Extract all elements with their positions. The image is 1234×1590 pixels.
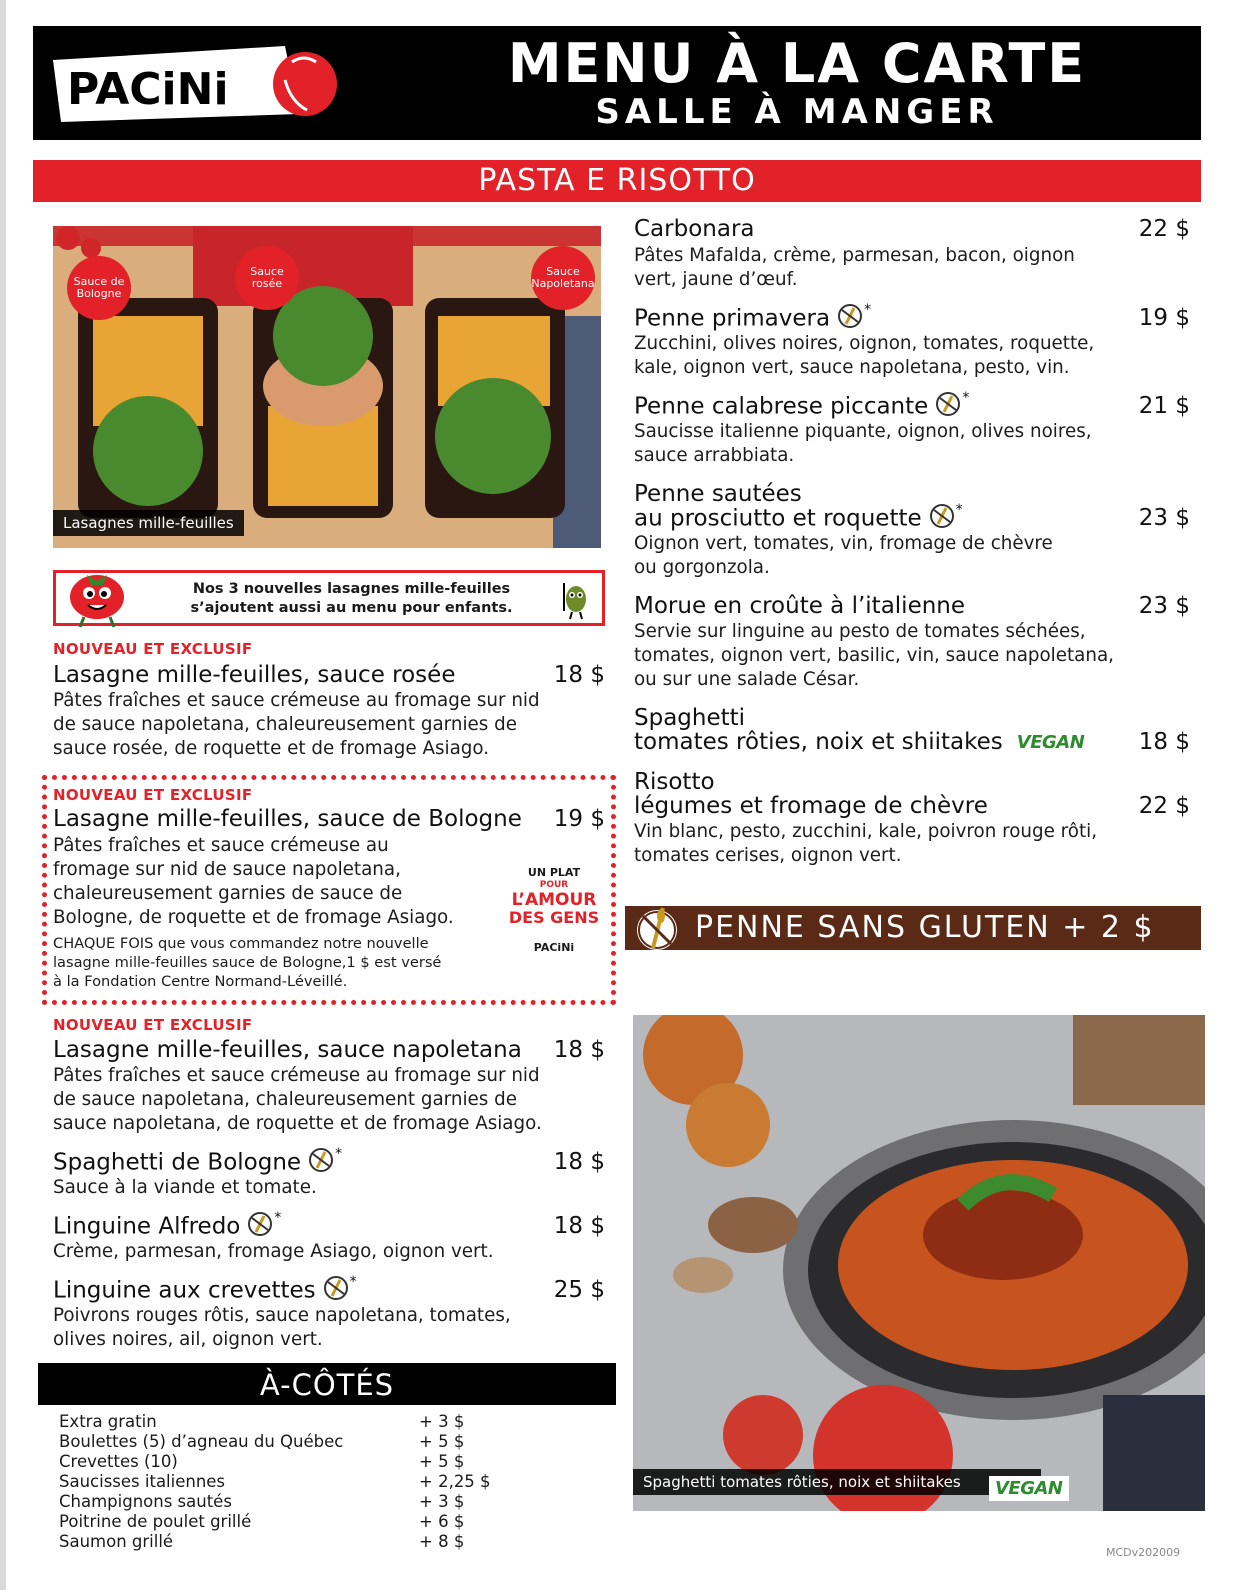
item-name-text: Penne calabrese piccante: [634, 393, 929, 420]
item-name-text: Penne primavera: [634, 305, 831, 332]
side-item-name: Saumon grillé: [59, 1532, 174, 1551]
side-item-name: Saucisses italiennes: [59, 1472, 226, 1491]
side-item-name: Poitrine de poulet grillé: [59, 1512, 252, 1531]
gluten-free-star: *: [274, 1209, 282, 1226]
lasagna-caption: Lasagnes mille-feuilles: [53, 510, 244, 536]
item-desc-line: Servie sur linguine au pesto de tomates séchées,: [634, 621, 1086, 642]
amour-line: L’AMOUR: [511, 890, 597, 910]
item-name-carbonara: Carbonara: [634, 216, 755, 242]
item-name-spaghetti-tomates: Spaghetti: [634, 705, 746, 731]
item-name-spaghetti-tomates-line2: [634, 729, 1084, 756]
item-tag: NOUVEAU ET EXCLUSIF: [53, 640, 253, 658]
item-desc-line: olives noires, ail, oignon vert.: [53, 1329, 323, 1350]
item-name-text: Spaghetti de Bologne: [53, 1149, 302, 1176]
lasagna-photo: [53, 226, 601, 548]
item-price: 22 $: [1138, 216, 1190, 242]
kids-menu-notice-text: Nos 3 nouvelles lasagnes mille-feuilles s’ajoutent aussi au menu pour enfants.: [190, 581, 513, 616]
side-item: [59, 1492, 499, 1512]
item-name-penne-primavera: [634, 301, 872, 336]
spaghetti-photo: [633, 1015, 1205, 1511]
side-item: [59, 1532, 499, 1552]
gluten-free-star: *: [955, 501, 963, 518]
gluten-free-star: *: [349, 1273, 357, 1290]
section-title-pasta: PASTA E RISOTTO: [33, 160, 1201, 202]
gluten-free-star: *: [962, 389, 970, 406]
side-item-name: Champignons sautés: [59, 1492, 232, 1511]
amour-line: DES GENS: [508, 908, 600, 927]
item-price: 21 $: [1138, 393, 1190, 419]
item-desc-line: ou gorgonzola.: [634, 557, 770, 578]
side-item: [59, 1432, 499, 1452]
item-desc-line: tomates cerises, oignon vert.: [634, 845, 902, 866]
kids-menu-notice: [53, 570, 605, 626]
item-price: 18 $: [553, 1037, 605, 1063]
item-desc-line: Crème, parmesan, fromage Asiago, oignon vert.: [53, 1241, 494, 1262]
logo-text: PACiNi: [67, 64, 229, 115]
vegan-badge-box: [989, 1476, 1069, 1501]
gluten-free-icon: [934, 390, 962, 418]
amour-line: POUR: [539, 880, 569, 890]
amour-line: UN PLAT: [527, 866, 581, 879]
gluten-free-band-text: PENNE SANS GLUTEN + 2 $: [695, 910, 1155, 945]
badge-sauce-rosee: Sauce rosée: [235, 246, 299, 310]
side-item-price: + 6 $: [419, 1512, 465, 1531]
item-desc-line: de sauce napoletana, chaleureusement garnies de: [53, 1089, 517, 1110]
gluten-free-icon: [928, 502, 956, 530]
item-desc-line: Vin blanc, pesto, zucchini, kale, poivron rouge rôti,: [634, 821, 1098, 842]
item-desc-line: fromage sur nid de sauce napoletana,: [53, 859, 401, 880]
badge-sauce-napoletana: Sauce Napoletana: [531, 246, 595, 310]
spaghetti-illustration: [633, 1015, 1205, 1511]
olive-mascot-icon: [558, 577, 592, 621]
left-edge-bar: [0, 0, 6, 1590]
item-desc-line: Oignon vert, tomates, vin, fromage de chèvre: [634, 533, 1053, 554]
section-title-cotes: À-CÔTÉS: [38, 1363, 616, 1405]
gluten-free-star: *: [864, 301, 872, 318]
item-desc-line: Poivrons rouges rôtis, sauce napoletana, tomates,: [53, 1305, 511, 1326]
header-banner: [33, 26, 1201, 140]
item-desc-line: sauce arrabbiata.: [634, 445, 795, 466]
item-name-penne-sautees-line2: [634, 501, 963, 536]
item-desc-line: sauce napoletana, de roquette et de fromage Asiago.: [53, 1113, 542, 1134]
item-price: 18 $: [553, 662, 605, 688]
item-tag: NOUVEAU ET EXCLUSIF: [53, 1016, 253, 1034]
item-desc-line: de sauce napoletana, chaleureusement garnies de: [53, 714, 517, 735]
charity-note-line: à la Fondation Centre Normand-Léveillé.: [53, 973, 348, 990]
item-price: 25 $: [553, 1277, 605, 1303]
gluten-free-band: [625, 906, 1201, 950]
item-desc-line: chaleureusement garnies de sauce de: [53, 883, 403, 904]
item-name-text: tomates rôties, noix et shiitakes: [634, 729, 1003, 755]
side-item-name: Boulettes (5) d’agneau du Québec: [59, 1432, 344, 1451]
gluten-free-icon: [836, 302, 864, 330]
side-item-price: + 5 $: [419, 1432, 465, 1451]
amour-line: PACiNi: [533, 941, 575, 954]
item-desc-line: sauce rosée, de roquette et de fromage Asiago.: [53, 738, 490, 759]
item-desc-line: Sauce à la viande et tomate.: [53, 1177, 317, 1198]
side-item-price: + 3 $: [419, 1492, 465, 1511]
item-desc-line: Pâtes fraîches et sauce crémeuse au fromage sur nid: [53, 690, 540, 711]
menu-title: MENU À LA CARTE: [507, 32, 1087, 95]
side-item: [59, 1472, 499, 1492]
vegan-badge: VEGAN: [1016, 732, 1085, 753]
tomato-mascot-icon: [62, 561, 132, 631]
gluten-free-icon: [246, 1210, 274, 1238]
item-desc-line: Saucisse italienne piquante, oignon, olives noires,: [634, 421, 1092, 442]
item-desc-line: Pâtes fraîches et sauce crémeuse au: [53, 835, 389, 856]
item-desc-line: Zucchini, olives noires, oignon, tomates, roquette,: [634, 333, 1095, 354]
pacini-logo: [49, 42, 339, 126]
item-name-linguine-crevettes: [53, 1273, 357, 1308]
gluten-free-icon: [322, 1274, 350, 1302]
side-item: [59, 1512, 499, 1532]
side-item-price: + 2,25 $: [419, 1472, 491, 1491]
vegan-badge: VEGAN: [995, 1478, 1063, 1499]
side-item: [59, 1412, 499, 1432]
item-tag: NOUVEAU ET EXCLUSIF: [53, 786, 253, 804]
badge-sauce-bologne: Sauce de Bologne: [67, 256, 131, 320]
item-name-text: Linguine Alfredo: [53, 1213, 241, 1240]
item-price: 18 $: [553, 1149, 605, 1175]
item-name-text: au prosciutto et roquette: [634, 505, 922, 532]
item-name-lasagne-rosee: Lasagne mille-feuilles, sauce rosée: [53, 662, 456, 688]
document-code: MCDv202009: [1106, 1546, 1181, 1559]
item-desc-line: kale, oignon vert, sauce napoletana, pesto, vin.: [634, 357, 1070, 378]
spaghetti-caption: Spaghetti tomates rôties, noix et shiitakes: [633, 1469, 1041, 1495]
item-name-linguine-alfredo: [53, 1209, 282, 1244]
gluten-free-icon: [307, 1146, 335, 1174]
item-desc-line: Pâtes Mafalda, crème, parmesan, bacon, oignon: [634, 245, 1075, 266]
gluten-free-star: *: [335, 1145, 343, 1162]
item-price: 19 $: [553, 806, 605, 832]
item-name-penne-sautees: Penne sautées: [634, 481, 802, 507]
gluten-free-icon: [633, 898, 681, 956]
side-item: [59, 1452, 499, 1472]
side-item-price: + 8 $: [419, 1532, 465, 1551]
amour-des-gens-logo: [500, 866, 608, 955]
item-price: 22 $: [1138, 793, 1190, 819]
item-price: 23 $: [1138, 505, 1190, 531]
item-name-spaghetti-bologne: [53, 1145, 343, 1180]
side-item-price: + 3 $: [419, 1412, 465, 1431]
menu-subtitle: SALLE À MANGER: [595, 92, 999, 132]
charity-note-line: CHAQUE FOIS que vous commandez notre nouvelle: [53, 935, 429, 952]
item-desc-line: Bologne, de roquette et de fromage Asiago.: [53, 907, 454, 928]
side-item-name: Extra gratin: [59, 1412, 157, 1431]
item-name-risotto-line2: légumes et fromage de chèvre: [634, 793, 988, 819]
item-name-text: Linguine aux crevettes: [53, 1277, 316, 1304]
charity-note-line: lasagne mille-feuilles sauce de Bologne,1 $ est versé: [53, 954, 442, 971]
side-item-price: + 5 $: [419, 1452, 465, 1471]
lasagna-illustration: [53, 226, 601, 548]
item-desc-line: vert, jaune d’œuf.: [634, 269, 798, 290]
item-name-morue: Morue en croûte à l’italienne: [634, 593, 966, 619]
item-name-penne-calabrese: [634, 389, 970, 424]
item-name-lasagne-bologne: Lasagne mille-feuilles, sauce de Bologne: [53, 806, 522, 832]
item-desc-line: tomates, oignon vert, basilic, vin, sauce napoletana,: [634, 645, 1114, 666]
item-price: 23 $: [1138, 593, 1190, 619]
item-desc-line: ou sur une salade César.: [634, 669, 860, 690]
item-desc-line: Pâtes fraîches et sauce crémeuse au fromage sur nid: [53, 1065, 540, 1086]
side-item-name: Crevettes (10): [59, 1452, 178, 1471]
item-price: 19 $: [1138, 305, 1190, 331]
item-price: 18 $: [553, 1213, 605, 1239]
item-price: 18 $: [1138, 729, 1190, 755]
item-name-risotto: Risotto: [634, 769, 715, 795]
item-name-lasagne-napoletana: Lasagne mille-feuilles, sauce napoletana: [53, 1037, 522, 1063]
